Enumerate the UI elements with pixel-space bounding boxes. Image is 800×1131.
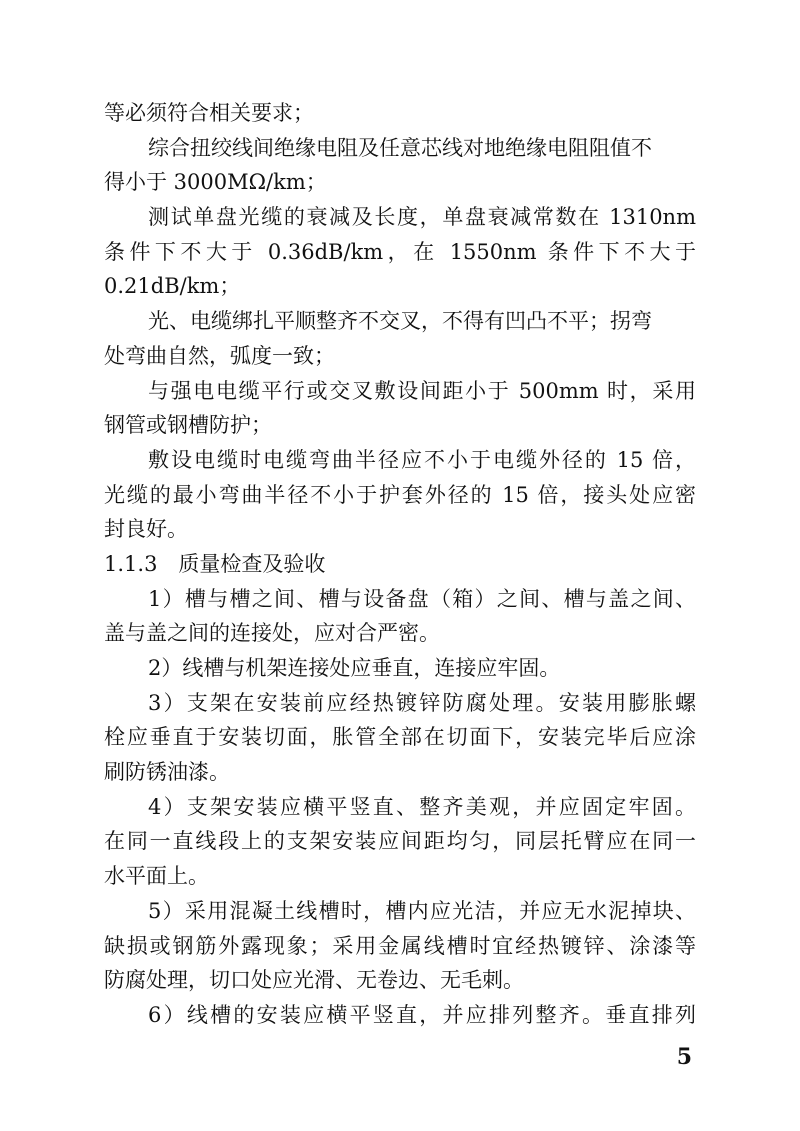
document-body (104, 96, 696, 1033)
section-heading: 1.1.3 质量检查及验收 (104, 551, 326, 576)
text-line: 处弯曲自然，弧度一致； (104, 343, 335, 368)
text-line: 与强电电缆平行或交叉敷设间距小于 500mm 时，采用 (148, 378, 696, 403)
text-line: 1）槽与槽之间、槽与设备盘（箱）之间、槽与盖之间、 (148, 586, 696, 611)
text-line: 6）线槽的安装应横平竖直，并应排列整齐。垂直排列 (148, 1002, 696, 1027)
text-line: 刷防锈油漆。 (104, 760, 230, 785)
text-line: 0.21dB/km； (104, 274, 241, 299)
text-line: 敷设电缆时电缆弯曲半径应不小于电缆外径的 15 倍， (148, 447, 696, 472)
text-line: 钢管或钢槽防护； (104, 413, 272, 438)
text-line: 在同一直线段上的支架安装应间距均匀，同层托臂应在同一 (104, 829, 696, 854)
text-line: 得小于 3000MΩ/km； (104, 170, 327, 195)
text-line: 封良好。 (104, 517, 188, 542)
text-line: 3）支架在安装前应经热镀锌防腐处理。安装用膨胀螺 (148, 690, 696, 715)
text-line: 等必须符合相关要求； (104, 101, 314, 125)
page-number: 5 (676, 1044, 692, 1070)
text-line: 盖与盖之间的连接处，应对合严密。 (104, 621, 440, 646)
text-line: 测试单盘光缆的衰减及长度，单盘衰减常数在 1310nm (148, 205, 696, 230)
text-line: 防腐处理，切口处应光滑、无卷边、无毛刺。 (104, 968, 524, 993)
text-line: 栓应垂直于安装切面，胀管全部在切面下，安装完毕后应涂 (104, 725, 696, 750)
text-line: 缺损或钢筋外露现象；采用金属线槽时宜经热镀锌、涂漆等 (104, 933, 696, 958)
text-line: 条件下不大于 0.36dB/km，在 1550nm 条件下不大于 (104, 239, 696, 264)
text-line: 5）采用混凝土线槽时，槽内应光洁，并应无水泥掉块、 (148, 898, 696, 923)
text-line: 水平面上。 (104, 864, 209, 889)
text-line: 光、电缆绑扎平顺整齐不交叉，不得有凹凸不平；拐弯 (148, 309, 652, 334)
text-line: 光缆的最小弯曲半径不小于护套外径的 15 倍，接头处应密 (104, 482, 696, 507)
text-line: 综合扭绞线间绝缘电阻及任意芯线对地绝缘电阻阻值不 (148, 135, 652, 160)
text-line: 4）支架安装应横平竖直、整齐美观，并应固定牢固。 (148, 794, 696, 819)
text-line: 2）线槽与机架连接处应垂直，连接应牢固。 (148, 656, 561, 680)
